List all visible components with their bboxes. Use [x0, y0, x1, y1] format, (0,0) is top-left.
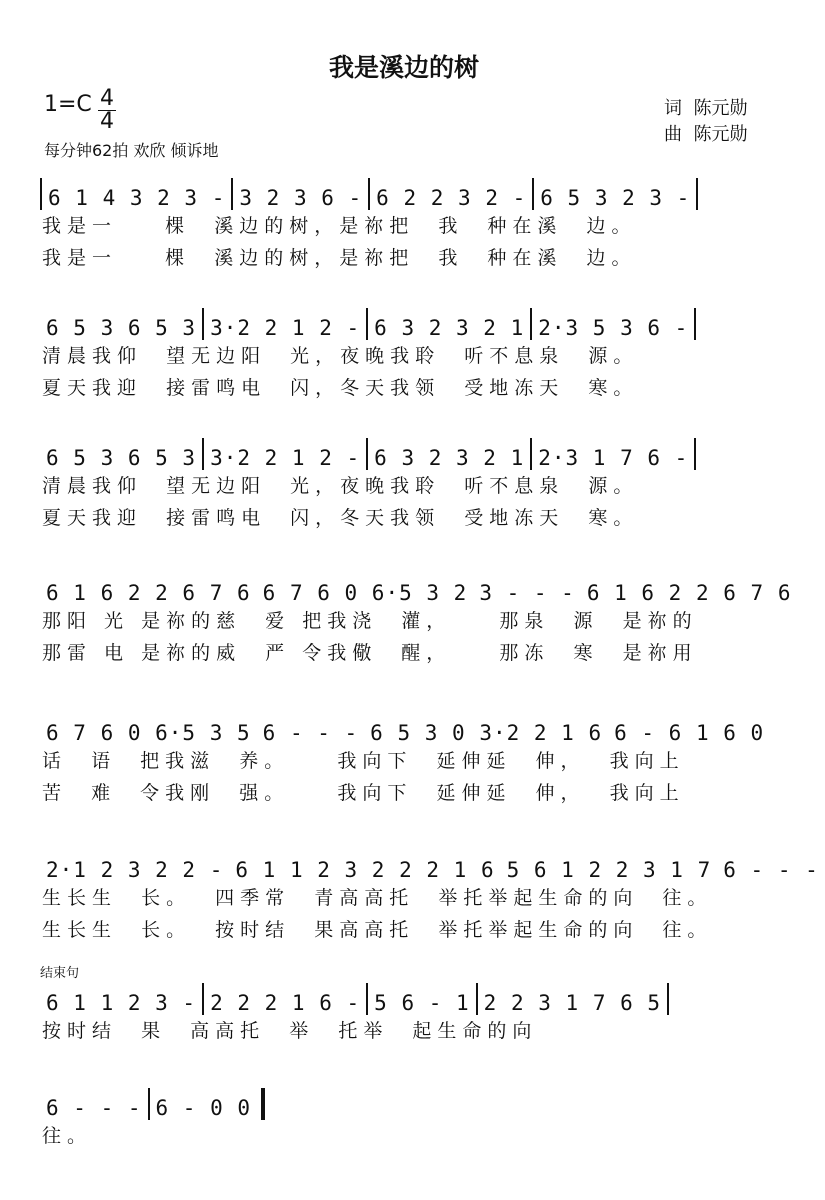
notation-row [40, 300, 770, 340]
notation-row [40, 430, 770, 470]
notation-row [40, 705, 770, 745]
lyric-line: 夏天我迎 接雷鸣电 闪，冬天我领 受地冻天 寒。 [42, 507, 639, 529]
lyric-line: 夏天我迎 接雷鸣电 闪，冬天我领 受地冻天 寒。 [42, 377, 639, 399]
final-barline [261, 1088, 265, 1120]
lyric-line: 苦 难 令我刚 强。 我向下 延伸延 伸， 我向上 [42, 782, 685, 804]
score-system-7 [40, 975, 770, 1047]
measure: 6 1 4 3 2 3 - [48, 186, 226, 210]
score-system-1 [40, 170, 770, 274]
measure: 6 - - - [262, 721, 359, 745]
score-system-5 [40, 705, 770, 809]
measure: 6 - - - [46, 1096, 142, 1120]
measure: 2·1 2 3 2 2 - [46, 858, 224, 882]
measure: 5 6 - 1 [374, 991, 470, 1015]
score-system-4 [40, 565, 792, 669]
composer-credit: 曲 陈元勋 [664, 124, 748, 145]
lyric-line: 往。 [42, 1125, 93, 1147]
measure: 6 2 2 3 2 - [376, 186, 527, 210]
lyric-line: 生长生 长。 四季常 青高高托 举托举起生命的向 往。 [42, 887, 713, 909]
measure: 6 5 3 6 5 3 [46, 316, 197, 340]
measure: 3 2 3 6 - [239, 186, 363, 210]
measure: 6 3 2 3 2 1 [374, 446, 525, 470]
lyric-line: 清晨我仰 望无边阳 光，夜晚我聆 听不息泉 源。 [42, 475, 639, 497]
measure: 6 1 6 2 2 6 7 6 [586, 581, 792, 605]
barline [694, 308, 696, 340]
lyric-line: 话 语 把我滋 养。 我向下 延伸延 伸， 我向上 [42, 750, 685, 772]
measure: 6 5 3 0 3·2 2 1 6 [370, 721, 603, 745]
lyric-line: 那阳 光 是祢的慈 爱 把我浇 灌， 那泉 源 是祢的 [42, 610, 698, 632]
lyric-line: 那雷 电 是祢的威 严 令我儆 醒， 那冻 寒 是祢用 [42, 642, 698, 664]
lyric-line: 生长生 长。 按时结 果高高托 举托举起生命的向 往。 [42, 919, 713, 941]
measure: 6 3 2 3 2 1 [374, 316, 525, 340]
measure: 6 5 3 6 5 3 [46, 446, 197, 470]
score-system-6 [40, 842, 819, 946]
notation-row [40, 1080, 770, 1120]
time-sig-top: 4 [100, 86, 114, 111]
lyric-line: 清晨我仰 望无边阳 光，夜晚我聆 听不息泉 源。 [42, 345, 639, 367]
score-system-3 [40, 430, 770, 534]
measure: 6 1 6 2 2 6 7 6 [46, 581, 251, 605]
measure: 6 5 3 2 3 - [540, 186, 691, 210]
ending-label: 结束句 [40, 966, 80, 981]
measure: 6 1 1 2 3 - [46, 991, 197, 1015]
time-signature [98, 88, 116, 133]
measure: 6 - - - [723, 858, 819, 882]
measure: 6 1 1 2 3 2 2 2 1 6 [235, 858, 495, 882]
barline [667, 983, 669, 1015]
measure: 6 7 6 0 6·5 3 5 [46, 721, 251, 745]
measure: 2 2 3 1 7 6 5 [483, 991, 662, 1015]
measure: 6 - 0 0 [155, 1096, 252, 1120]
score-system-8 [40, 1080, 770, 1152]
notation-row [40, 170, 770, 210]
measure: 2 2 2 1 6 - [210, 991, 361, 1015]
measure: 6 7 6 0 6·5 3 2 [262, 581, 468, 605]
notation-row [40, 565, 792, 605]
measure: 3 - - - [479, 581, 575, 605]
notation-row [40, 975, 770, 1015]
lyric-line: 我是一 棵 溪边的树，是祢把 我 种在溪 边。 [42, 247, 637, 269]
tempo-marking: 每分钟62拍 欢欣 倾诉地 [44, 141, 219, 160]
measure: 5 6 1 2 2 3 1 7 [506, 858, 712, 882]
time-sig-bottom: 4 [100, 109, 114, 134]
measure: 6 - 6 1 6 0 [614, 721, 765, 745]
notation-row [40, 842, 819, 882]
song-title: 我是溪边的树 [328, 53, 479, 82]
measure: 2·3 5 3 6 - [538, 316, 689, 340]
key-signature: 1=C [44, 92, 92, 117]
lyric-line: 按时结 果 高高托 举 托举 起生命的向 [42, 1020, 538, 1042]
measure: 3·2 2 1 2 - [210, 446, 361, 470]
lyric-line: 我是一 棵 溪边的树，是祢把 我 种在溪 边。 [42, 215, 637, 237]
barline [694, 438, 696, 470]
measure: 2·3 1 7 6 - [538, 446, 689, 470]
score-system-2 [40, 300, 770, 404]
barline [696, 178, 698, 210]
measure: 3·2 2 1 2 - [210, 316, 361, 340]
lyricist-credit: 词 陈元勋 [664, 98, 748, 119]
